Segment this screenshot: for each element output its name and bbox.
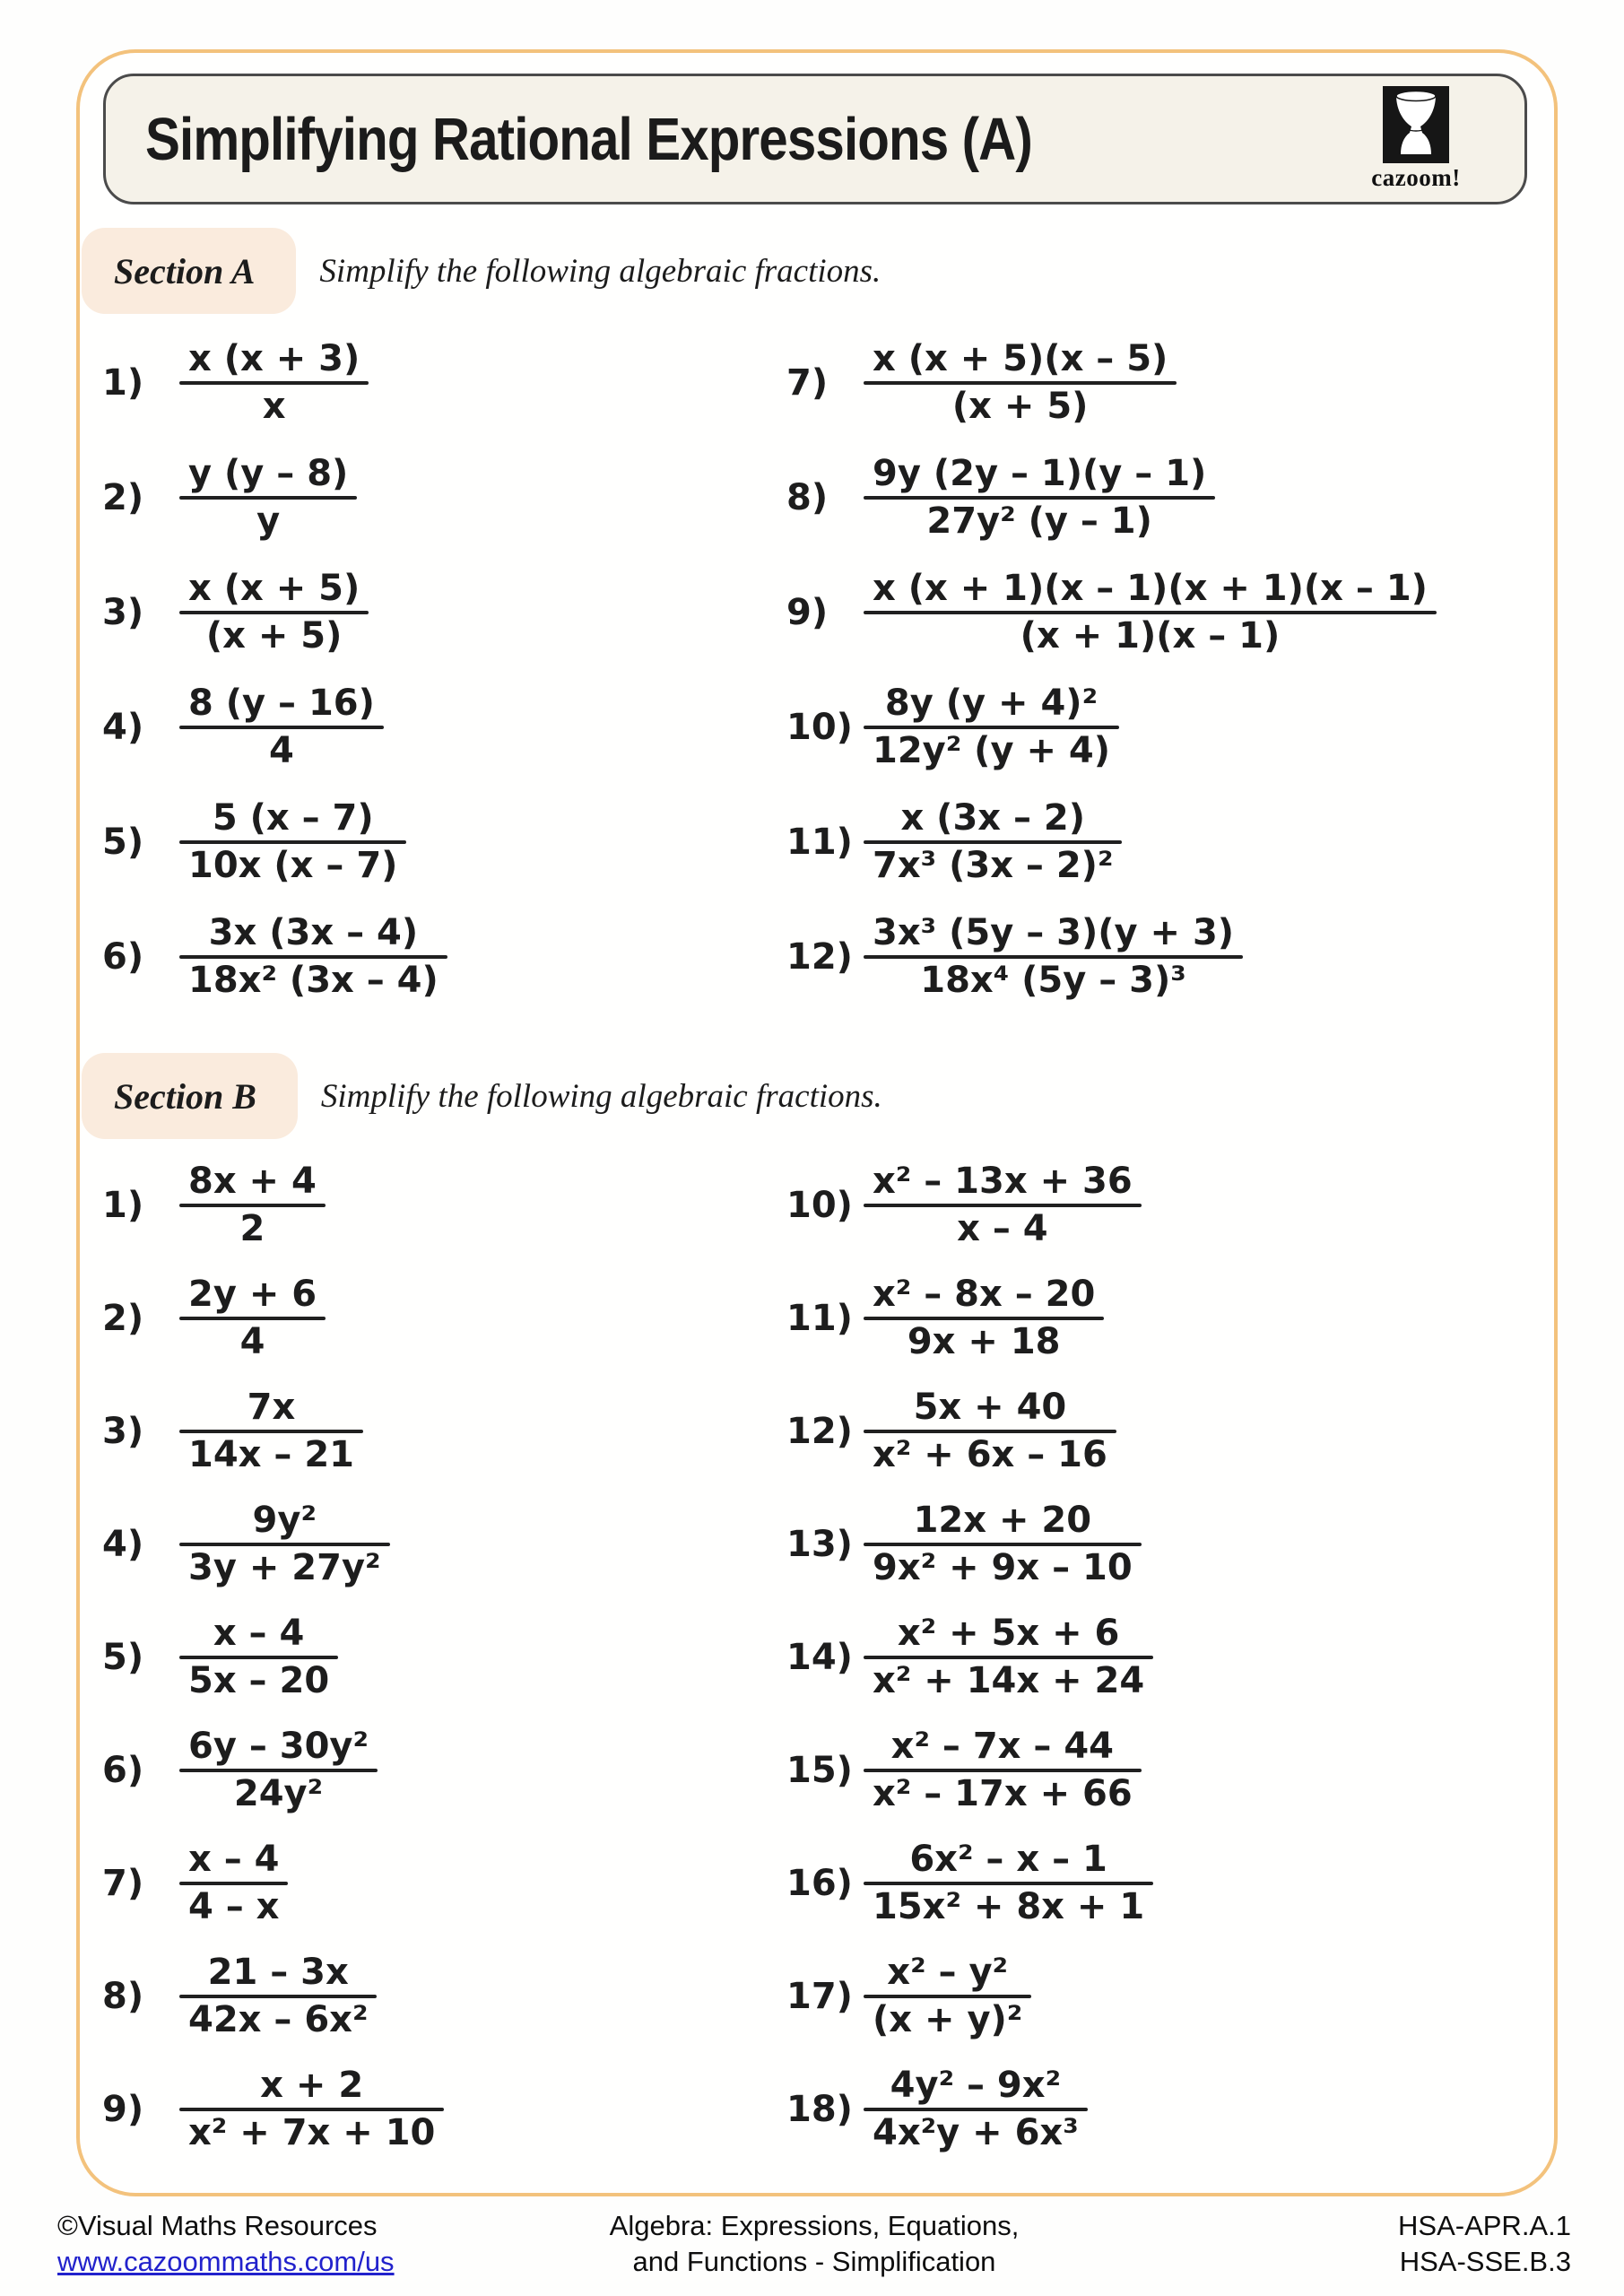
fraction (179, 798, 406, 886)
topic-line2: and Functions - Simplification (632, 2246, 996, 2278)
fraction-numerator: 3x (3x – 4) (208, 912, 419, 954)
standard-code-2: HSA-SSE.B.3 (1399, 2246, 1571, 2278)
fraction-numerator: x (x + 3) (188, 338, 360, 380)
fraction-numerator: 5 (x – 7) (212, 797, 374, 839)
fraction (179, 1839, 288, 1927)
problem-number: 6) (102, 936, 144, 978)
fraction-bar (179, 496, 357, 500)
fraction-numerator: x² + 5x + 6 (897, 1613, 1120, 1655)
fraction-denominator: 9x² + 9x – 10 (873, 1547, 1133, 1588)
section-a-problems (80, 326, 1554, 1014)
problem-number: 10) (786, 1185, 853, 1226)
problem-item (786, 555, 1554, 670)
fraction-bar (179, 1769, 378, 1772)
problem-item (786, 1940, 1554, 2053)
problem-item (102, 1488, 786, 1601)
fraction-denominator: 5x – 20 (188, 1660, 330, 1701)
fraction (864, 913, 1243, 1001)
fraction-denominator: 27y² (y – 1) (926, 500, 1152, 542)
drum-icon (1383, 86, 1449, 163)
problem-item (786, 2053, 1554, 2166)
fraction (179, 1952, 377, 2040)
fraction (179, 1613, 338, 1701)
problem-item (786, 1262, 1554, 1375)
fraction-denominator: 15x² + 8x + 1 (873, 1886, 1145, 1927)
problem-number: 2) (102, 477, 144, 518)
problem-number: 12) (786, 1411, 853, 1452)
problem-item (102, 555, 786, 670)
problem-number: 16) (786, 1863, 853, 1904)
fraction-numerator: x (x + 1)(x – 1)(x + 1)(x – 1) (873, 568, 1428, 610)
fraction-numerator: x² – y² (887, 1952, 1009, 1994)
section-b-problems (80, 1149, 1554, 2166)
fraction-bar (179, 1317, 326, 1320)
section-b-badge (82, 1053, 298, 1139)
fraction (864, 683, 1119, 771)
fraction-numerator: 9y² (252, 1500, 317, 1542)
fraction-denominator: 42x – 6x² (188, 1999, 369, 2040)
footer-standards (1072, 2208, 1571, 2281)
fraction-denominator: x² + 14x + 24 (873, 1660, 1145, 1701)
fraction-bar (179, 1204, 326, 1207)
fraction (179, 1387, 363, 1475)
fraction-denominator: x – 4 (957, 1208, 1048, 1249)
fraction (864, 1613, 1153, 1701)
section-a-instruction: Simplify the following algebraic fractions. (319, 252, 881, 290)
fraction-bar (864, 1430, 1116, 1433)
fraction-denominator: y (256, 500, 281, 542)
fraction (179, 1500, 390, 1588)
fraction (864, 1839, 1153, 1927)
fraction-denominator: (x + y)² (873, 1999, 1023, 2040)
fraction (179, 1274, 326, 1362)
title-box (103, 74, 1527, 204)
fraction-bar (864, 726, 1119, 729)
problem-number: 9) (102, 2089, 144, 2130)
problem-number: 2) (102, 1298, 144, 1339)
fraction-numerator: 7x (247, 1387, 296, 1429)
fraction-denominator: 9x + 18 (907, 1321, 1061, 1362)
problem-number: 8) (102, 1976, 144, 2017)
problem-item (102, 1262, 786, 1375)
fraction (864, 1387, 1116, 1475)
footer (57, 2208, 1571, 2281)
fraction (864, 454, 1215, 542)
fraction-numerator: 21 – 3x (207, 1952, 349, 1994)
problem-item (102, 900, 786, 1014)
fraction-numerator: 9y (2y – 1)(y – 1) (873, 453, 1207, 495)
fraction-denominator: 4 (269, 730, 294, 771)
cazoom-link[interactable]: www.cazoommaths.com/us (57, 2246, 395, 2278)
fraction-numerator: 3x³ (5y – 3)(y + 3) (873, 912, 1235, 954)
fraction-denominator: 10x (x – 7) (188, 845, 398, 886)
problem-item (786, 1827, 1554, 1940)
fraction-denominator: x² + 7x + 10 (188, 2112, 436, 2153)
fraction-bar (179, 1882, 288, 1885)
fraction-bar (179, 955, 447, 959)
problem-item (102, 2053, 786, 2166)
fraction-denominator: 18x² (3x – 4) (188, 960, 439, 1001)
problem-number: 14) (786, 1637, 853, 1678)
problem-item (786, 1375, 1554, 1488)
problem-column (786, 326, 1554, 1014)
fraction-bar (179, 1543, 390, 1546)
fraction (864, 798, 1122, 886)
fraction-numerator: 8y (y + 4)² (884, 683, 1099, 725)
problem-item (102, 1375, 786, 1488)
section-a-badge (82, 228, 296, 314)
fraction-denominator: 14x – 21 (188, 1434, 354, 1475)
fraction-denominator: 7x³ (3x – 2)² (873, 845, 1114, 886)
fraction-numerator: 5x + 40 (913, 1387, 1067, 1429)
fraction-bar (864, 2108, 1088, 2111)
problem-number: 13) (786, 1524, 853, 1565)
footer-credit (57, 2208, 557, 2281)
problem-number: 18) (786, 2089, 853, 2130)
fraction-numerator: x² – 13x + 36 (873, 1161, 1133, 1203)
problem-item (786, 1601, 1554, 1714)
section-a-label: Section A (114, 250, 256, 291)
problem-number: 3) (102, 1411, 144, 1452)
fraction-bar (864, 1656, 1153, 1659)
problem-number: 1) (102, 362, 144, 404)
fraction (179, 454, 357, 542)
problem-number: 7) (102, 1863, 144, 1904)
page-title: Simplifying Rational Expressions (A) (145, 105, 1032, 173)
footer-topic (557, 2208, 1072, 2281)
problem-number: 3) (102, 592, 144, 633)
copyright-text: ©Visual Maths Resources (57, 2210, 378, 2241)
section-b-instruction: Simplify the following algebraic fractions. (320, 1077, 882, 1115)
problem-number: 11) (786, 822, 853, 863)
fraction-denominator: (x + 5) (205, 615, 343, 657)
fraction-denominator: 2 (239, 1208, 265, 1249)
fraction-bar (864, 1769, 1142, 1772)
fraction-bar (179, 726, 384, 729)
problem-column (80, 326, 786, 1014)
problem-item (786, 326, 1554, 440)
fraction-bar (864, 955, 1243, 959)
fraction (864, 1726, 1142, 1814)
fraction-bar (179, 1995, 377, 1998)
problem-item (102, 326, 786, 440)
fraction-numerator: x – 4 (213, 1613, 305, 1655)
fraction-denominator: 4x²y + 6x³ (873, 2112, 1079, 2153)
problem-item (102, 785, 786, 900)
problem-item (102, 670, 786, 785)
cazoom-logo (1349, 86, 1483, 192)
problem-item (102, 1149, 786, 1262)
fraction-bar (864, 840, 1122, 844)
fraction-bar (864, 381, 1177, 385)
fraction-numerator: 2y + 6 (188, 1274, 317, 1316)
fraction (864, 1161, 1142, 1249)
fraction (864, 339, 1177, 427)
section-a-header (82, 228, 1527, 314)
problem-number: 4) (102, 707, 144, 748)
fraction-denominator: 24y² (233, 1773, 324, 1814)
problem-item (102, 1940, 786, 2053)
fraction-denominator: 4 (239, 1321, 265, 1362)
fraction (179, 569, 369, 657)
fraction-numerator: 6x² – x – 1 (909, 1839, 1107, 1881)
fraction (179, 1726, 378, 1814)
fraction-denominator: x² – 17x + 66 (873, 1773, 1133, 1814)
fraction-numerator: x² – 8x – 20 (873, 1274, 1096, 1316)
fraction-bar (179, 1430, 363, 1433)
fraction (864, 1274, 1104, 1362)
fraction (864, 2066, 1088, 2153)
fraction-numerator: 8x + 4 (188, 1161, 317, 1203)
fraction-numerator: y (y – 8) (188, 453, 349, 495)
problem-number: 17) (786, 1976, 853, 2017)
fraction-denominator: 18x⁴ (5y – 3)³ (920, 960, 1186, 1001)
fraction-bar (864, 1204, 1142, 1207)
problem-item (102, 1827, 786, 1940)
problem-number: 10) (786, 707, 853, 748)
fraction-denominator: 4 – x (188, 1886, 280, 1927)
fraction-bar (179, 381, 369, 385)
problem-item (786, 1149, 1554, 1262)
logo-wordmark: cazoom! (1371, 164, 1461, 191)
problem-item (102, 1601, 786, 1714)
fraction-bar (179, 840, 406, 844)
fraction-denominator: 12y² (y + 4) (873, 730, 1111, 771)
fraction-numerator: 12x + 20 (913, 1500, 1092, 1542)
fraction-numerator: x (x + 5) (188, 568, 360, 610)
problem-item (786, 785, 1554, 900)
problem-item (786, 670, 1554, 785)
problem-item (102, 440, 786, 555)
fraction-bar (179, 1656, 338, 1659)
fraction (864, 1500, 1142, 1588)
problem-number: 6) (102, 1750, 144, 1791)
problem-number: 7) (786, 362, 829, 404)
fraction-bar (864, 1882, 1153, 1885)
standard-code-1: HSA-APR.A.1 (1398, 2210, 1571, 2241)
fraction (179, 683, 384, 771)
fraction-numerator: x (3x – 2) (900, 797, 1086, 839)
problem-number: 12) (786, 936, 853, 978)
fraction-bar (864, 1543, 1142, 1546)
section-b-label: Section B (114, 1075, 256, 1117)
fraction (864, 1952, 1031, 2040)
fraction-numerator: 8 (y – 16) (188, 683, 375, 725)
fraction-bar (179, 611, 369, 614)
problem-item (786, 440, 1554, 555)
fraction-numerator: x (x + 5)(x – 5) (873, 338, 1168, 380)
problem-number: 1) (102, 1185, 144, 1226)
fraction-numerator: x² – 7x – 44 (890, 1726, 1114, 1768)
section-b-header (82, 1053, 1527, 1139)
fraction-bar (179, 2108, 444, 2111)
fraction-denominator: x² + 6x – 16 (873, 1434, 1107, 1475)
problem-number: 4) (102, 1524, 144, 1565)
problem-item (102, 1714, 786, 1827)
problem-number: 8) (786, 477, 829, 518)
fraction (179, 913, 447, 1001)
fraction-numerator: x – 4 (188, 1839, 280, 1881)
fraction-bar (864, 496, 1215, 500)
fraction (179, 339, 369, 427)
fraction (864, 569, 1437, 657)
fraction-numerator: 4y² – 9x² (890, 2065, 1062, 2107)
fraction-numerator: x + 2 (260, 2065, 364, 2107)
problem-item (786, 1488, 1554, 1601)
fraction-bar (864, 1995, 1031, 1998)
problem-number: 15) (786, 1750, 853, 1791)
problem-column (80, 1149, 786, 2166)
fraction-denominator: x (262, 386, 286, 427)
problem-item (786, 1714, 1554, 1827)
problem-number: 5) (102, 1637, 144, 1678)
fraction-denominator: (x + 5) (951, 386, 1089, 427)
problem-number: 5) (102, 822, 144, 863)
problem-number: 11) (786, 1298, 853, 1339)
fraction-denominator: 3y + 27y² (188, 1547, 381, 1588)
problem-number: 9) (786, 592, 829, 633)
fraction-bar (864, 1317, 1104, 1320)
worksheet-frame (76, 49, 1558, 2196)
fraction-numerator: 6y – 30y² (188, 1726, 369, 1768)
topic-line1: Algebra: Expressions, Equations, (609, 2210, 1020, 2241)
problem-column (786, 1149, 1554, 2166)
problem-item (786, 900, 1554, 1014)
fraction (179, 2066, 444, 2153)
fraction-denominator: (x + 1)(x – 1) (1020, 615, 1281, 657)
fraction (179, 1161, 326, 1249)
fraction-bar (864, 611, 1437, 614)
